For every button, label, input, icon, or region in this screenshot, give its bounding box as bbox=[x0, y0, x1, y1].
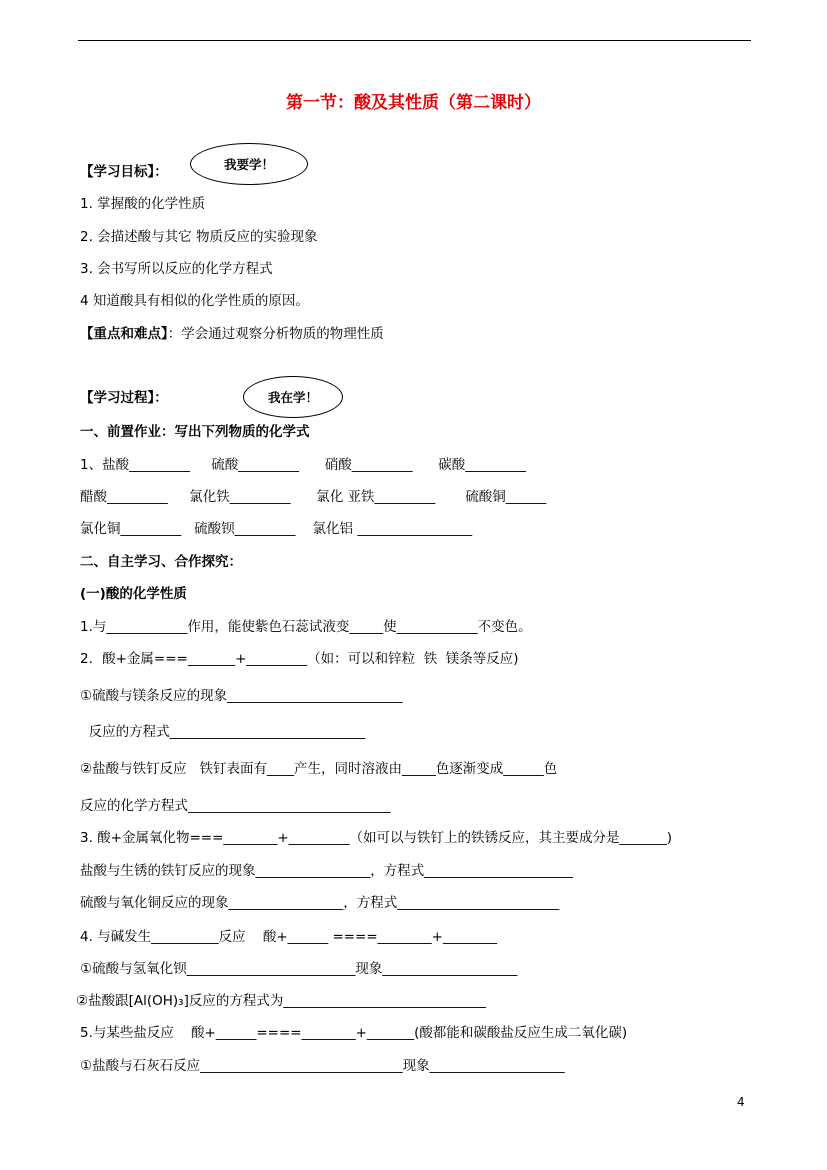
property-line: 反应的化学方程式______________________________ bbox=[80, 798, 391, 814]
property-line: 3. 酸+金属氧化物===________+_________（如可以与铁钉上的铁锈反应，其主要成分是_______) bbox=[80, 830, 672, 846]
key-label: 【重点和难点】 bbox=[80, 326, 168, 342]
page-title: 第一节：酸及其性质（第二课时） bbox=[286, 93, 541, 113]
goal-item: 3. 会书写所以反应的化学方程式 bbox=[80, 261, 273, 277]
property-line: 盐酸与生锈的铁钉反应的现象_________________，方程式______________________ bbox=[80, 863, 573, 879]
formula-row: 醋酸_________ 氯化铁_________ 氯化 亚铁_________ 硫酸铜______ bbox=[80, 489, 547, 505]
property-line: 2．酸+金属===_______+_________（如：可以和锌粒 铁 镁条等反应) bbox=[80, 651, 519, 667]
header-rule bbox=[78, 40, 751, 41]
formula-row: 氯化铜_________ 硫酸钡_________ 氯化铝 _________________ bbox=[80, 521, 473, 537]
page-number: 4 bbox=[737, 1095, 745, 1109]
property-line: ①硫酸与氢氧化钡_________________________现象____________________ bbox=[80, 961, 518, 977]
property-line: ①硫酸与镁条反应的现象__________________________ bbox=[80, 688, 403, 704]
goal-item: 1. 掌握酸的化学性质 bbox=[80, 196, 206, 212]
property-line: 硫酸与氧化铜反应的现象_________________，方程式________________________ bbox=[80, 895, 560, 911]
bubble-want-to-learn bbox=[190, 143, 308, 185]
bubble-text: 我要学！ bbox=[223, 157, 274, 172]
process-label: 【学习过程】： bbox=[80, 390, 168, 406]
section-heading: 一、前置作业：写出下列物质的化学式 bbox=[80, 424, 310, 440]
goals-label: 【学习目标】： bbox=[80, 164, 168, 180]
subsection-heading: (一)酸的化学性质 bbox=[80, 586, 187, 602]
goal-item: 4 知道酸具有相似的化学性质的原因。 bbox=[80, 293, 309, 309]
property-line: ①盐酸与石灰石反应______________________________现象____________________ bbox=[80, 1058, 565, 1074]
property-line: ②盐酸与铁钉反应 铁钉表面有____产生，同时溶液由_____色逐渐变成______色 bbox=[80, 761, 558, 777]
property-line: 4. 与碱发生__________反应 酸+______ ====________+________ bbox=[80, 929, 497, 945]
property-line: ②盐酸跟[Al(OH)₃]反应的方程式为______________________________ bbox=[76, 993, 486, 1009]
section-heading: 二、自主学习、合作探究： bbox=[80, 554, 242, 570]
property-line: 反应的方程式_____________________________ bbox=[80, 724, 366, 740]
bubble-learning bbox=[243, 376, 343, 418]
goal-item: 2. 会描述酸与其它 物质反应的实验现象 bbox=[80, 229, 318, 245]
property-line: 5.与某些盐反应 酸+______====________+_______(酸都能和碳酸盐反应生成二氧化碳) bbox=[80, 1025, 628, 1041]
key-text: ：学会通过观察分析物质的物理性质 bbox=[167, 326, 384, 342]
bubble-text: 我在学！ bbox=[267, 390, 318, 405]
formula-row: 1、盐酸_________ 硫酸_________ 硝酸_________ 碳酸_________ bbox=[80, 457, 527, 473]
property-line: 1.与____________作用，能使紫色石蕊试液变_____使____________不变色。 bbox=[80, 619, 532, 635]
key-points bbox=[80, 325, 384, 343]
